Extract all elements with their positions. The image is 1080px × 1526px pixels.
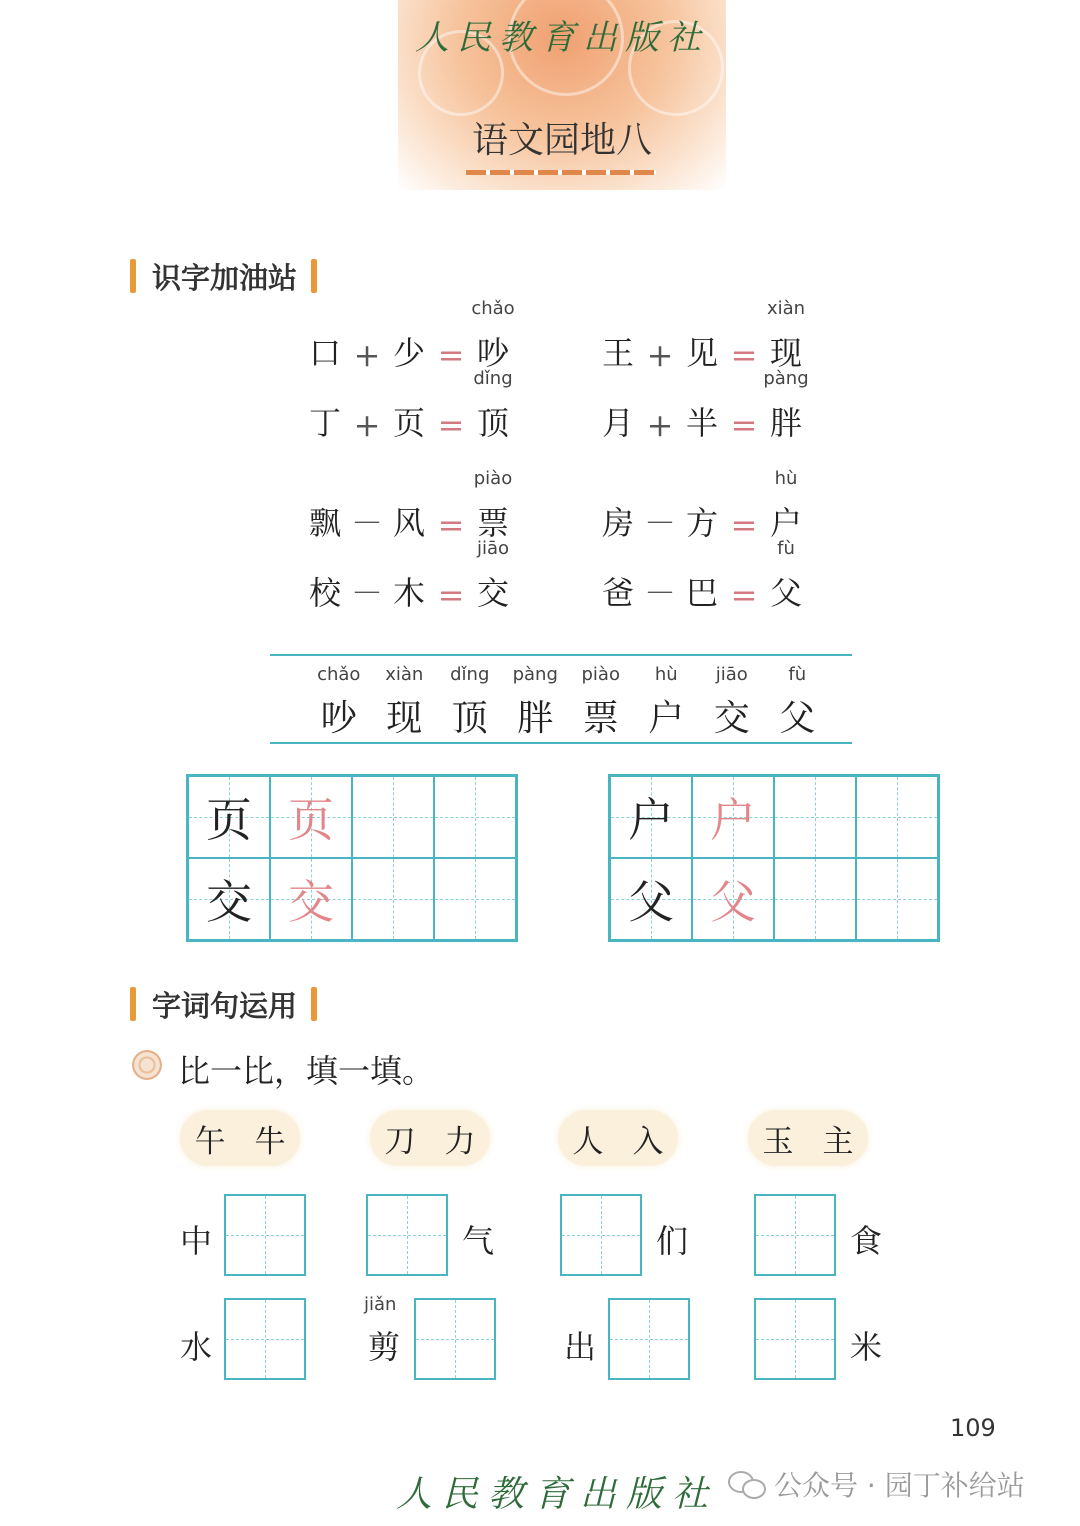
grid-cell-empty[interactable] (352, 776, 434, 858)
model-char: 父 (628, 875, 674, 929)
grid-cell-empty[interactable] (434, 776, 516, 858)
eq-result (763, 368, 809, 444)
eq-operator: － (643, 574, 676, 612)
character: 吵 (320, 698, 357, 739)
exercise-bullet-icon (132, 1050, 162, 1080)
word-char: 出 (564, 1328, 597, 1366)
pair-char: 牛 (254, 1123, 286, 1160)
section-heading-literacy (130, 256, 317, 296)
word-char: 们 (656, 1222, 689, 1260)
result-char: 父 (769, 574, 802, 612)
band-top-rule (270, 654, 852, 656)
band-item (568, 664, 634, 741)
grid-cell (188, 776, 270, 858)
eq-char: 校 (308, 574, 341, 612)
header-banner (398, 0, 726, 190)
character: 父 (779, 698, 816, 739)
pinyin: piào (581, 664, 620, 685)
answer-box[interactable] (754, 1298, 836, 1380)
grid-cell-empty[interactable] (352, 858, 434, 940)
pair-char: 玉 (762, 1123, 794, 1160)
grid-cell (610, 776, 692, 858)
page-number: 109 (950, 1414, 996, 1442)
eq-char: 少 (392, 334, 425, 372)
pinyin: chǎo (471, 298, 515, 319)
eq-char: 王 (601, 334, 634, 372)
heading-bar-right (311, 259, 317, 293)
publisher-logo-top: 人民教育出版社 (415, 18, 709, 58)
pinyin: hù (654, 664, 678, 685)
eq-char: 风 (392, 504, 425, 542)
grid-cell-empty[interactable] (434, 858, 516, 940)
eq-result (765, 538, 807, 614)
answer-box[interactable] (224, 1194, 306, 1276)
eq-char: 爸 (601, 574, 634, 612)
band-item (437, 664, 503, 741)
result-char: 户 (769, 504, 802, 542)
pinyin: xiàn (385, 664, 424, 685)
pinyin: pàng (512, 664, 558, 685)
grid-cell (610, 858, 692, 940)
eq-operator: － (350, 504, 383, 542)
grid-cell-empty[interactable] (856, 776, 938, 858)
eq-equals: = (730, 576, 758, 614)
grid-cell (692, 776, 774, 858)
pinyin: dǐng (450, 664, 490, 685)
eq-char: 房 (601, 504, 634, 542)
character: 现 (386, 698, 423, 739)
pair-char: 人 (572, 1123, 604, 1160)
pair-char: 力 (444, 1123, 476, 1160)
pinyin: chǎo (317, 664, 361, 685)
eq-operator: + (353, 406, 381, 444)
equation (304, 538, 514, 614)
eq-char: 巴 (685, 574, 718, 612)
trace-char: 交 (288, 875, 334, 929)
band-bottom-rule (270, 742, 852, 744)
word-char-with-pinyin (364, 1294, 401, 1368)
page-title: 语文园地八 (471, 120, 652, 161)
band-item (372, 664, 438, 741)
pinyin: fù (788, 664, 807, 685)
heading-bar-right (311, 987, 317, 1021)
pair-char: 刀 (384, 1123, 416, 1160)
exercise-instruction: 比一比，填一填。 (178, 1052, 435, 1090)
pinyin: jiǎn (364, 1294, 397, 1315)
trace-char: 父 (710, 875, 756, 929)
eq-char: 半 (685, 404, 718, 442)
grid-cell (188, 858, 270, 940)
word-char: 气 (462, 1222, 495, 1260)
eq-char: 月 (601, 404, 634, 442)
eq-char: 见 (685, 334, 718, 372)
grid-cell-empty[interactable] (774, 776, 856, 858)
character: 顶 (451, 698, 488, 739)
eq-char: 口 (308, 334, 341, 372)
wechat-icon (728, 1469, 766, 1499)
writing-grid-right (608, 774, 940, 942)
word-char: 剪 (368, 1328, 401, 1366)
character: 交 (713, 698, 750, 739)
word-char: 中 (180, 1222, 213, 1260)
section-label: 字词句运用 (152, 988, 298, 1023)
pair-char: 午 (194, 1123, 226, 1160)
eq-equals: = (437, 576, 465, 614)
pinyin: piào (473, 468, 513, 489)
heading-bar-left (130, 259, 136, 293)
eq-char: 木 (392, 574, 425, 612)
answer-box[interactable] (224, 1298, 306, 1380)
publisher-logo-bottom: 人民教育出版社 (396, 1474, 719, 1515)
pair-char: 主 (822, 1123, 854, 1160)
answer-box[interactable] (608, 1298, 690, 1380)
eq-equals: = (730, 406, 758, 444)
pinyin: fù (777, 538, 795, 559)
result-char: 顶 (476, 404, 509, 442)
result-char: 现 (769, 334, 802, 372)
equation (597, 538, 807, 614)
grid-cell-empty[interactable] (856, 858, 938, 940)
eq-equals: = (730, 336, 758, 374)
char-pair (370, 1110, 490, 1166)
grid-cell (270, 776, 352, 858)
char-pair (558, 1110, 678, 1166)
character: 户 (648, 698, 685, 739)
pinyin: xiàn (766, 298, 806, 319)
result-char: 胖 (769, 404, 802, 442)
pair-char: 入 (632, 1123, 664, 1160)
trace-char: 页 (288, 793, 334, 847)
eq-char: 飘 (308, 504, 341, 542)
char-pair (180, 1110, 300, 1166)
band-item (503, 664, 569, 741)
heading-bar-left (130, 987, 136, 1021)
eq-equals: = (730, 506, 758, 544)
answer-box[interactable] (560, 1194, 642, 1276)
answer-box[interactable] (754, 1194, 836, 1276)
band-item (634, 664, 700, 741)
pinyin: jiāo (476, 538, 510, 559)
word-char: 米 (850, 1328, 883, 1366)
result-char: 票 (476, 504, 509, 542)
eq-equals: = (437, 336, 465, 374)
eq-char: 丁 (308, 404, 341, 442)
pinyin: jiāo (715, 664, 748, 685)
eq-result (472, 538, 514, 614)
new-characters-band (306, 664, 830, 741)
result-char: 交 (476, 574, 509, 612)
eq-operator: + (353, 336, 381, 374)
eq-char: 页 (392, 404, 425, 442)
band-item (306, 664, 372, 741)
result-char: 吵 (476, 334, 509, 372)
eq-operator: － (350, 574, 383, 612)
eq-result (472, 368, 514, 444)
eq-equals: = (437, 406, 465, 444)
watermark (728, 1464, 1025, 1504)
pinyin: pàng (763, 368, 809, 389)
pinyin: dǐng (473, 368, 513, 389)
eq-operator: + (646, 336, 674, 374)
watermark-text: 公众号 · 园丁补给站 (774, 1469, 1025, 1502)
model-char: 交 (206, 875, 252, 929)
model-char: 页 (206, 793, 252, 847)
answer-box[interactable] (414, 1298, 496, 1380)
character: 票 (582, 698, 619, 739)
writing-grid-left (186, 774, 518, 942)
eq-equals: = (437, 506, 465, 544)
grid-cell (270, 858, 352, 940)
word-char: 食 (850, 1222, 883, 1260)
section-label: 识字加油站 (152, 260, 298, 295)
title-underline (466, 170, 656, 175)
equation (597, 368, 809, 444)
trace-char: 户 (710, 793, 756, 847)
model-char: 户 (628, 793, 674, 847)
grid-cell-empty[interactable] (774, 858, 856, 940)
answer-box[interactable] (366, 1194, 448, 1276)
eq-operator: － (643, 504, 676, 542)
eq-char: 方 (685, 504, 718, 542)
section-heading-usage (130, 984, 317, 1024)
band-item (699, 664, 765, 741)
grid-cell (692, 858, 774, 940)
equation (304, 368, 514, 444)
char-pair (748, 1110, 868, 1166)
word-char: 水 (180, 1328, 213, 1366)
pinyin: hù (774, 468, 798, 489)
band-item (765, 664, 831, 741)
character: 胖 (517, 698, 554, 739)
eq-operator: + (646, 406, 674, 444)
